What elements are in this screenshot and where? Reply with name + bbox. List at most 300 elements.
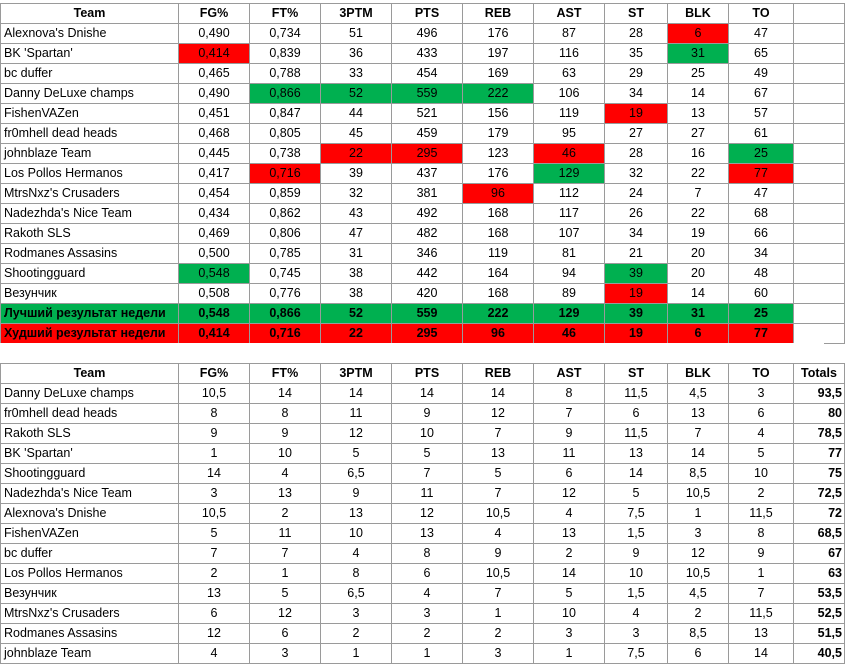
column-header[interactable]: BLK <box>668 4 729 24</box>
score-cell[interactable]: 12 <box>250 604 321 624</box>
stat-cell[interactable]: 95 <box>534 124 605 144</box>
stat-cell[interactable]: 0,805 <box>250 124 321 144</box>
score-cell[interactable]: 13 <box>463 444 534 464</box>
score-cell[interactable]: 5 <box>463 464 534 484</box>
stat-cell[interactable]: 65 <box>729 44 794 64</box>
team-name-cell[interactable]: Rodmanes Assasins <box>1 624 179 644</box>
team-name-cell[interactable]: FishenVAZen <box>1 104 179 124</box>
column-header[interactable]: AST <box>534 4 605 24</box>
stat-cell[interactable]: 0,866 <box>250 304 321 324</box>
stat-cell[interactable]: 25 <box>668 64 729 84</box>
empty-cell[interactable] <box>794 124 845 144</box>
score-cell[interactable]: 10,5 <box>179 384 250 404</box>
score-cell[interactable]: 4 <box>729 424 794 444</box>
stat-cell[interactable]: 77 <box>729 324 794 344</box>
stat-cell[interactable]: 295 <box>392 144 463 164</box>
score-cell[interactable]: 8,5 <box>668 624 729 644</box>
score-cell[interactable]: 10 <box>250 444 321 464</box>
score-cell[interactable]: 13 <box>534 524 605 544</box>
team-name-cell[interactable]: BK 'Spartan' <box>1 444 179 464</box>
team-name-cell[interactable]: Везунчик <box>1 584 179 604</box>
stat-cell[interactable]: 176 <box>463 164 534 184</box>
total-cell[interactable]: 52,5 <box>794 604 845 624</box>
score-cell[interactable]: 5 <box>729 444 794 464</box>
score-cell[interactable]: 3 <box>605 624 668 644</box>
stat-cell[interactable]: 49 <box>729 64 794 84</box>
score-cell[interactable]: 4 <box>392 584 463 604</box>
score-cell[interactable]: 11,5 <box>605 424 668 444</box>
total-cell[interactable]: 72,5 <box>794 484 845 504</box>
column-header[interactable]: FG% <box>179 4 250 24</box>
score-cell[interactable]: 4 <box>534 504 605 524</box>
empty-cell[interactable] <box>794 144 845 164</box>
stat-cell[interactable]: 0,862 <box>250 204 321 224</box>
score-cell[interactable]: 10 <box>605 564 668 584</box>
stat-cell[interactable]: 16 <box>668 144 729 164</box>
score-cell[interactable]: 2 <box>534 544 605 564</box>
empty-cell[interactable] <box>794 4 845 24</box>
score-cell[interactable]: 6 <box>729 404 794 424</box>
empty-cell[interactable] <box>794 44 845 64</box>
stat-cell[interactable]: 0,508 <box>179 284 250 304</box>
stat-cell[interactable]: 119 <box>463 244 534 264</box>
stat-cell[interactable]: 68 <box>729 204 794 224</box>
score-cell[interactable]: 13 <box>668 404 729 424</box>
score-cell[interactable]: 9 <box>321 484 392 504</box>
score-cell[interactable]: 3 <box>392 604 463 624</box>
score-cell[interactable]: 5 <box>392 444 463 464</box>
score-cell[interactable]: 1 <box>729 564 794 584</box>
stat-cell[interactable]: 96 <box>463 324 534 344</box>
stat-cell[interactable]: 31 <box>668 304 729 324</box>
score-cell[interactable]: 10 <box>392 424 463 444</box>
stat-cell[interactable]: 66 <box>729 224 794 244</box>
column-header[interactable]: PTS <box>392 4 463 24</box>
score-cell[interactable]: 6,5 <box>321 584 392 604</box>
stat-cell[interactable]: 156 <box>463 104 534 124</box>
stat-cell[interactable]: 112 <box>534 184 605 204</box>
team-name-cell[interactable]: Danny DeLuxe champs <box>1 384 179 404</box>
stat-cell[interactable]: 0,500 <box>179 244 250 264</box>
stat-cell[interactable]: 34 <box>605 84 668 104</box>
stat-cell[interactable]: 14 <box>668 284 729 304</box>
team-name-cell[interactable]: Alexnova's Dnishe <box>1 24 179 44</box>
score-cell[interactable]: 1 <box>179 444 250 464</box>
score-cell[interactable]: 14 <box>605 464 668 484</box>
stat-cell[interactable]: 32 <box>321 184 392 204</box>
stat-cell[interactable]: 46 <box>534 324 605 344</box>
score-cell[interactable]: 14 <box>668 444 729 464</box>
stat-cell[interactable]: 32 <box>605 164 668 184</box>
score-cell[interactable]: 2 <box>321 624 392 644</box>
stat-cell[interactable]: 47 <box>729 24 794 44</box>
score-cell[interactable]: 3 <box>729 384 794 404</box>
stat-cell[interactable]: 433 <box>392 44 463 64</box>
column-header[interactable]: FT% <box>250 4 321 24</box>
empty-cell[interactable] <box>794 184 845 204</box>
column-header[interactable]: 3PTM <box>321 4 392 24</box>
score-cell[interactable]: 14 <box>250 384 321 404</box>
team-name-cell[interactable]: Nadezhda's Nice Team <box>1 204 179 224</box>
score-cell[interactable]: 7,5 <box>605 504 668 524</box>
team-name-cell[interactable]: Nadezhda's Nice Team <box>1 484 179 504</box>
team-name-cell[interactable]: johnblaze Team <box>1 144 179 164</box>
stat-cell[interactable]: 0,548 <box>179 264 250 284</box>
score-cell[interactable]: 2 <box>463 624 534 644</box>
empty-cell[interactable] <box>794 304 845 324</box>
score-cell[interactable]: 13 <box>729 624 794 644</box>
score-cell[interactable]: 5 <box>321 444 392 464</box>
stat-cell[interactable]: 559 <box>392 304 463 324</box>
score-cell[interactable]: 14 <box>179 464 250 484</box>
stat-cell[interactable]: 20 <box>668 244 729 264</box>
stat-cell[interactable]: 168 <box>463 224 534 244</box>
stat-cell[interactable]: 67 <box>729 84 794 104</box>
score-cell[interactable]: 13 <box>392 524 463 544</box>
stat-cell[interactable]: 47 <box>321 224 392 244</box>
score-cell[interactable]: 14 <box>392 384 463 404</box>
stat-cell[interactable]: 26 <box>605 204 668 224</box>
column-header[interactable]: Team <box>1 364 179 384</box>
stat-cell[interactable]: 179 <box>463 124 534 144</box>
team-name-cell[interactable]: johnblaze Team <box>1 644 179 664</box>
score-cell[interactable]: 10,5 <box>463 564 534 584</box>
score-cell[interactable]: 11 <box>392 484 463 504</box>
stat-cell[interactable]: 0,847 <box>250 104 321 124</box>
stat-cell[interactable]: 0,417 <box>179 164 250 184</box>
score-cell[interactable]: 2 <box>729 484 794 504</box>
stat-cell[interactable]: 492 <box>392 204 463 224</box>
score-cell[interactable]: 9 <box>250 424 321 444</box>
stat-cell[interactable]: 22 <box>668 204 729 224</box>
empty-cell[interactable] <box>794 264 845 284</box>
score-cell[interactable]: 13 <box>321 504 392 524</box>
stat-cell[interactable]: 36 <box>321 44 392 64</box>
worst-result-label[interactable]: Худший результат недели <box>1 324 179 344</box>
stat-cell[interactable]: 0,465 <box>179 64 250 84</box>
total-cell[interactable]: 93,5 <box>794 384 845 404</box>
score-cell[interactable]: 7 <box>463 584 534 604</box>
stat-cell[interactable]: 559 <box>392 84 463 104</box>
stat-cell[interactable]: 39 <box>605 264 668 284</box>
total-cell[interactable]: 80 <box>794 404 845 424</box>
score-cell[interactable]: 1,5 <box>605 524 668 544</box>
team-name-cell[interactable]: fr0mhell dead heads <box>1 124 179 144</box>
stat-cell[interactable]: 35 <box>605 44 668 64</box>
empty-cell[interactable] <box>794 244 845 264</box>
team-name-cell[interactable]: Rakoth SLS <box>1 224 179 244</box>
score-cell[interactable]: 8 <box>179 404 250 424</box>
stat-cell[interactable]: 33 <box>321 64 392 84</box>
score-cell[interactable]: 1 <box>250 564 321 584</box>
stat-cell[interactable]: 46 <box>534 144 605 164</box>
score-cell[interactable]: 1 <box>534 644 605 664</box>
column-header[interactable]: REB <box>463 4 534 24</box>
score-cell[interactable]: 9 <box>179 424 250 444</box>
score-cell[interactable]: 7 <box>729 584 794 604</box>
stat-cell[interactable]: 0,490 <box>179 84 250 104</box>
stat-cell[interactable]: 22 <box>668 164 729 184</box>
stat-cell[interactable]: 0,785 <box>250 244 321 264</box>
team-name-cell[interactable]: MtrsNxz's Crusaders <box>1 604 179 624</box>
stat-cell[interactable]: 0,414 <box>179 324 250 344</box>
empty-cell[interactable] <box>794 24 845 44</box>
stat-cell[interactable]: 52 <box>321 304 392 324</box>
stat-cell[interactable]: 6 <box>668 24 729 44</box>
empty-cell[interactable] <box>794 324 845 344</box>
score-cell[interactable]: 8 <box>250 404 321 424</box>
score-cell[interactable]: 7 <box>463 484 534 504</box>
score-cell[interactable]: 10,5 <box>668 484 729 504</box>
stat-cell[interactable]: 222 <box>463 84 534 104</box>
column-header[interactable]: Totals <box>794 364 845 384</box>
score-cell[interactable]: 9 <box>729 544 794 564</box>
column-header[interactable]: 3PTM <box>321 364 392 384</box>
stat-cell[interactable]: 0,716 <box>250 164 321 184</box>
score-cell[interactable]: 6 <box>668 644 729 664</box>
score-cell[interactable]: 2 <box>179 564 250 584</box>
score-cell[interactable]: 5 <box>179 524 250 544</box>
score-cell[interactable]: 3 <box>321 604 392 624</box>
stat-cell[interactable]: 420 <box>392 284 463 304</box>
score-cell[interactable]: 3 <box>179 484 250 504</box>
score-cell[interactable]: 5 <box>605 484 668 504</box>
stat-cell[interactable]: 482 <box>392 224 463 244</box>
score-cell[interactable]: 13 <box>250 484 321 504</box>
stat-cell[interactable]: 19 <box>668 224 729 244</box>
stat-cell[interactable]: 295 <box>392 324 463 344</box>
stat-cell[interactable]: 129 <box>534 164 605 184</box>
score-cell[interactable]: 8,5 <box>668 464 729 484</box>
score-cell[interactable]: 2 <box>668 604 729 624</box>
score-cell[interactable]: 1 <box>321 644 392 664</box>
stat-cell[interactable]: 442 <box>392 264 463 284</box>
team-name-cell[interactable]: MtrsNxz's Crusaders <box>1 184 179 204</box>
stat-cell[interactable]: 0,859 <box>250 184 321 204</box>
score-cell[interactable]: 1 <box>668 504 729 524</box>
stat-cell[interactable]: 20 <box>668 264 729 284</box>
stat-cell[interactable]: 77 <box>729 164 794 184</box>
total-cell[interactable]: 63 <box>794 564 845 584</box>
score-cell[interactable]: 6 <box>534 464 605 484</box>
team-name-cell[interactable]: BK 'Spartan' <box>1 44 179 64</box>
score-cell[interactable]: 8 <box>321 564 392 584</box>
stat-cell[interactable]: 96 <box>463 184 534 204</box>
stat-cell[interactable]: 0,445 <box>179 144 250 164</box>
team-name-cell[interactable]: Alexnova's Dnishe <box>1 504 179 524</box>
team-name-cell[interactable]: Везунчик <box>1 284 179 304</box>
total-cell[interactable]: 67 <box>794 544 845 564</box>
empty-cell[interactable] <box>794 224 845 244</box>
stat-cell[interactable]: 21 <box>605 244 668 264</box>
stat-cell[interactable]: 63 <box>534 64 605 84</box>
team-name-cell[interactable]: fr0mhell dead heads <box>1 404 179 424</box>
stat-cell[interactable]: 89 <box>534 284 605 304</box>
total-cell[interactable]: 68,5 <box>794 524 845 544</box>
column-header[interactable]: REB <box>463 364 534 384</box>
score-cell[interactable]: 11 <box>534 444 605 464</box>
stat-cell[interactable]: 22 <box>321 144 392 164</box>
stat-cell[interactable]: 14 <box>668 84 729 104</box>
stat-cell[interactable]: 0,738 <box>250 144 321 164</box>
score-cell[interactable]: 12 <box>463 404 534 424</box>
stat-cell[interactable]: 39 <box>321 164 392 184</box>
stat-cell[interactable]: 94 <box>534 264 605 284</box>
score-cell[interactable]: 10,5 <box>179 504 250 524</box>
score-cell[interactable]: 1,5 <box>605 584 668 604</box>
empty-cell[interactable] <box>794 84 845 104</box>
stat-cell[interactable]: 25 <box>729 144 794 164</box>
stat-cell[interactable]: 0,745 <box>250 264 321 284</box>
stat-cell[interactable]: 60 <box>729 284 794 304</box>
stat-cell[interactable]: 28 <box>605 24 668 44</box>
stat-cell[interactable]: 437 <box>392 164 463 184</box>
score-cell[interactable]: 6,5 <box>321 464 392 484</box>
stat-cell[interactable]: 169 <box>463 64 534 84</box>
score-cell[interactable]: 4 <box>605 604 668 624</box>
best-result-label[interactable]: Лучший результат недели <box>1 304 179 324</box>
score-cell[interactable]: 13 <box>605 444 668 464</box>
team-name-cell[interactable]: bc duffer <box>1 544 179 564</box>
score-cell[interactable]: 10 <box>321 524 392 544</box>
score-cell[interactable]: 7,5 <box>605 644 668 664</box>
score-cell[interactable]: 12 <box>392 504 463 524</box>
stat-cell[interactable]: 176 <box>463 24 534 44</box>
score-cell[interactable]: 3 <box>250 644 321 664</box>
stat-cell[interactable]: 47 <box>729 184 794 204</box>
stat-cell[interactable]: 0,806 <box>250 224 321 244</box>
stat-cell[interactable]: 521 <box>392 104 463 124</box>
stat-cell[interactable]: 6 <box>668 324 729 344</box>
team-name-cell[interactable]: Los Pollos Hermanos <box>1 164 179 184</box>
team-name-cell[interactable]: Los Pollos Hermanos <box>1 564 179 584</box>
score-cell[interactable]: 4 <box>250 464 321 484</box>
stat-cell[interactable]: 38 <box>321 284 392 304</box>
score-cell[interactable]: 3 <box>463 644 534 664</box>
total-cell[interactable]: 40,5 <box>794 644 845 664</box>
empty-cell[interactable] <box>794 284 845 304</box>
score-cell[interactable]: 7 <box>534 404 605 424</box>
score-cell[interactable]: 8 <box>534 384 605 404</box>
score-cell[interactable]: 10,5 <box>668 564 729 584</box>
stat-cell[interactable]: 0,434 <box>179 204 250 224</box>
stat-cell[interactable]: 119 <box>534 104 605 124</box>
score-cell[interactable]: 12 <box>534 484 605 504</box>
empty-cell[interactable] <box>794 104 845 124</box>
score-cell[interactable]: 4 <box>179 644 250 664</box>
stat-cell[interactable]: 22 <box>321 324 392 344</box>
stat-cell[interactable]: 106 <box>534 84 605 104</box>
stat-cell[interactable]: 48 <box>729 264 794 284</box>
score-cell[interactable]: 11,5 <box>729 604 794 624</box>
stat-cell[interactable]: 29 <box>605 64 668 84</box>
stat-cell[interactable]: 45 <box>321 124 392 144</box>
stat-cell[interactable]: 44 <box>321 104 392 124</box>
column-header[interactable]: FG% <box>179 364 250 384</box>
stat-cell[interactable]: 34 <box>605 224 668 244</box>
score-cell[interactable]: 12 <box>321 424 392 444</box>
score-cell[interactable]: 14 <box>534 564 605 584</box>
stat-cell[interactable]: 0,839 <box>250 44 321 64</box>
score-cell[interactable]: 12 <box>179 624 250 644</box>
score-cell[interactable]: 14 <box>321 384 392 404</box>
score-cell[interactable]: 14 <box>463 384 534 404</box>
score-cell[interactable]: 4,5 <box>668 384 729 404</box>
stat-cell[interactable]: 0,454 <box>179 184 250 204</box>
stat-cell[interactable]: 0,469 <box>179 224 250 244</box>
stat-cell[interactable]: 7 <box>668 184 729 204</box>
stat-cell[interactable]: 164 <box>463 264 534 284</box>
stat-cell[interactable]: 459 <box>392 124 463 144</box>
stat-cell[interactable]: 168 <box>463 204 534 224</box>
stat-cell[interactable]: 81 <box>534 244 605 264</box>
stat-cell[interactable]: 19 <box>605 284 668 304</box>
column-header[interactable]: BLK <box>668 364 729 384</box>
column-header[interactable]: ST <box>605 4 668 24</box>
score-cell[interactable]: 4 <box>321 544 392 564</box>
score-cell[interactable]: 5 <box>534 584 605 604</box>
team-name-cell[interactable]: Rakoth SLS <box>1 424 179 444</box>
column-header[interactable]: PTS <box>392 364 463 384</box>
score-cell[interactable]: 14 <box>729 644 794 664</box>
stat-cell[interactable]: 19 <box>605 104 668 124</box>
total-cell[interactable]: 72 <box>794 504 845 524</box>
score-cell[interactable]: 9 <box>534 424 605 444</box>
stat-cell[interactable]: 52 <box>321 84 392 104</box>
stat-cell[interactable]: 57 <box>729 104 794 124</box>
score-cell[interactable]: 11,5 <box>729 504 794 524</box>
stat-cell[interactable]: 0,716 <box>250 324 321 344</box>
score-cell[interactable]: 6 <box>179 604 250 624</box>
team-name-cell[interactable]: bc duffer <box>1 64 179 84</box>
score-cell[interactable]: 10 <box>729 464 794 484</box>
stat-cell[interactable]: 496 <box>392 24 463 44</box>
score-cell[interactable]: 7 <box>463 424 534 444</box>
score-cell[interactable]: 7 <box>179 544 250 564</box>
score-cell[interactable]: 1 <box>392 644 463 664</box>
total-cell[interactable]: 75 <box>794 464 845 484</box>
stat-cell[interactable]: 34 <box>729 244 794 264</box>
stat-cell[interactable]: 43 <box>321 204 392 224</box>
team-name-cell[interactable]: Danny DeLuxe champs <box>1 84 179 104</box>
stat-cell[interactable]: 61 <box>729 124 794 144</box>
stat-cell[interactable]: 107 <box>534 224 605 244</box>
score-cell[interactable]: 8 <box>729 524 794 544</box>
stat-cell[interactable]: 51 <box>321 24 392 44</box>
score-cell[interactable]: 3 <box>534 624 605 644</box>
stat-cell[interactable]: 19 <box>605 324 668 344</box>
column-header[interactable]: TO <box>729 4 794 24</box>
stat-cell[interactable]: 0,788 <box>250 64 321 84</box>
stat-cell[interactable]: 129 <box>534 304 605 324</box>
score-cell[interactable]: 7 <box>392 464 463 484</box>
stat-cell[interactable]: 31 <box>668 44 729 64</box>
stat-cell[interactable]: 222 <box>463 304 534 324</box>
stat-cell[interactable]: 168 <box>463 284 534 304</box>
stat-cell[interactable]: 31 <box>321 244 392 264</box>
stat-cell[interactable]: 0,468 <box>179 124 250 144</box>
score-cell[interactable]: 13 <box>179 584 250 604</box>
stat-cell[interactable]: 197 <box>463 44 534 64</box>
score-cell[interactable]: 9 <box>605 544 668 564</box>
empty-cell[interactable] <box>794 64 845 84</box>
score-cell[interactable]: 9 <box>463 544 534 564</box>
column-header[interactable]: ST <box>605 364 668 384</box>
score-cell[interactable]: 6 <box>250 624 321 644</box>
empty-cell[interactable] <box>794 164 845 184</box>
column-header[interactable]: FT% <box>250 364 321 384</box>
score-cell[interactable]: 7 <box>250 544 321 564</box>
